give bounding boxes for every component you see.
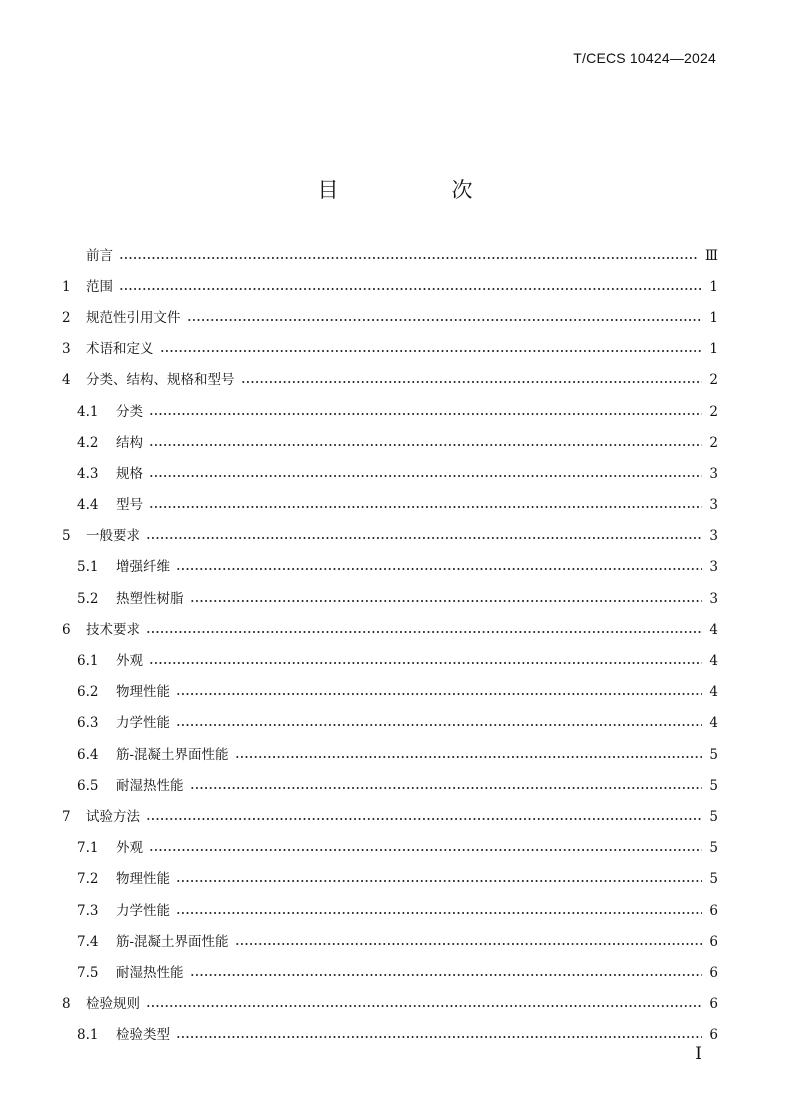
dot-leader <box>149 475 702 477</box>
toc-entry-page: 1 <box>709 278 718 295</box>
toc-entry-label: 前言 <box>86 247 113 264</box>
dot-leader <box>190 974 703 976</box>
toc-entry-number: 6.5 <box>77 777 99 794</box>
toc-entry-label: 结构 <box>116 434 143 451</box>
toc-entry-label: 型号 <box>116 497 143 514</box>
toc-entry-label: 试验方法 <box>86 808 140 825</box>
toc-entry-number: 5.1 <box>77 559 99 576</box>
dot-leader <box>235 756 702 758</box>
dot-leader <box>146 818 702 820</box>
toc-entry[interactable] <box>62 770 718 801</box>
toc-entry-page: 5 <box>709 840 718 857</box>
toc-entry-label: 力学性能 <box>116 902 170 919</box>
dot-leader <box>176 693 702 695</box>
toc-entry[interactable] <box>62 521 718 552</box>
toc-entry-label: 分类、结构、规格和型号 <box>86 372 235 389</box>
toc-entry-number: 6.2 <box>77 684 99 701</box>
dot-leader <box>235 943 702 945</box>
toc-entry[interactable] <box>62 645 718 676</box>
toc-entry[interactable] <box>62 864 718 895</box>
toc-entry-number: 4.3 <box>77 465 99 482</box>
toc-entry[interactable] <box>62 708 718 739</box>
toc-entry-number: 5.2 <box>77 590 99 607</box>
toc-entry-page: 6 <box>709 996 718 1013</box>
dot-leader <box>176 724 702 726</box>
toc-entry-number: 2 <box>62 309 71 326</box>
toc-entry-label: 筋-混凝土界面性能 <box>116 933 229 950</box>
toc-entry-label: 热塑性树脂 <box>116 590 184 607</box>
toc-entry[interactable] <box>62 334 718 365</box>
toc-entry-page: 6 <box>709 964 718 981</box>
toc-entry-number: 1 <box>62 278 71 295</box>
toc-entry-page: 6 <box>709 902 718 919</box>
toc-entry-number: 4.1 <box>77 403 99 420</box>
toc-entry-label: 外观 <box>116 840 143 857</box>
toc-entry-number: 7.1 <box>77 840 99 857</box>
toc-entry[interactable] <box>62 614 718 645</box>
toc-entry-page: 6 <box>709 933 718 950</box>
toc-entry-number: 5 <box>62 528 71 545</box>
toc-entry[interactable] <box>62 1020 718 1051</box>
toc-entry[interactable] <box>62 552 718 583</box>
toc-entry-page: 5 <box>709 808 718 825</box>
toc-entry-page: 4 <box>709 621 718 638</box>
toc-entry-page: 5 <box>709 746 718 763</box>
dot-leader <box>119 257 699 259</box>
dot-leader <box>149 662 702 664</box>
toc-entry-label: 外观 <box>116 653 143 670</box>
toc-entry-page: 1 <box>709 341 718 358</box>
dot-leader <box>160 350 703 352</box>
table-of-contents <box>62 240 718 1051</box>
toc-entry-number: 6 <box>62 621 71 638</box>
toc-entry-number: 7.3 <box>77 902 99 919</box>
toc-entry-label: 一般要求 <box>86 528 140 545</box>
toc-entry-label: 耐湿热性能 <box>116 777 184 794</box>
toc-entry[interactable] <box>62 583 718 614</box>
standard-code: T/CECS 10424—2024 <box>573 50 716 66</box>
dot-leader <box>149 413 702 415</box>
dot-leader <box>146 631 702 633</box>
toc-entry[interactable] <box>62 240 718 271</box>
toc-entry-label: 技术要求 <box>86 621 140 638</box>
toc-entry-page: 1 <box>709 309 718 326</box>
dot-leader <box>187 319 703 321</box>
toc-entry-page: 3 <box>709 465 718 482</box>
toc-entry-label: 分类 <box>116 403 143 420</box>
toc-entry-label: 检验规则 <box>86 996 140 1013</box>
toc-entry-label: 力学性能 <box>116 715 170 732</box>
dot-leader <box>146 1005 702 1007</box>
dot-leader <box>176 912 702 914</box>
dot-leader <box>176 880 702 882</box>
toc-entry[interactable] <box>62 271 718 302</box>
toc-entry[interactable] <box>62 926 718 957</box>
dot-leader <box>146 537 702 539</box>
toc-entry-number: 7.2 <box>77 871 99 888</box>
toc-entry-number: 6.4 <box>77 746 99 763</box>
toc-entry[interactable] <box>62 302 718 333</box>
dot-leader <box>241 381 703 383</box>
toc-entry[interactable] <box>62 833 718 864</box>
toc-entry-page: 2 <box>709 403 718 420</box>
toc-entry-page: 2 <box>709 372 718 389</box>
toc-entry[interactable] <box>62 957 718 988</box>
dot-leader <box>149 849 702 851</box>
toc-entry-label: 筋-混凝土界面性能 <box>116 746 229 763</box>
toc-entry-number: 4.4 <box>77 497 99 514</box>
toc-entry-page: 4 <box>709 715 718 732</box>
toc-entry-label: 检验类型 <box>116 1027 170 1044</box>
page-number: I <box>695 1044 702 1064</box>
toc-entry-label: 范围 <box>86 278 113 295</box>
toc-entry-number: 6.3 <box>77 715 99 732</box>
toc-entry[interactable] <box>62 490 718 521</box>
toc-entry-label: 术语和定义 <box>86 341 154 358</box>
toc-entry-page: 6 <box>709 1027 718 1044</box>
toc-entry-number: 3 <box>62 341 71 358</box>
toc-entry[interactable] <box>62 427 718 458</box>
dot-leader <box>149 444 702 446</box>
toc-entry-page: 3 <box>709 497 718 514</box>
dot-leader <box>149 506 702 508</box>
toc-entry-number: 4 <box>62 372 71 389</box>
toc-entry-number: 7 <box>62 808 71 825</box>
toc-entry-page: Ⅲ <box>704 247 718 264</box>
toc-entry-label: 规范性引用文件 <box>86 309 181 326</box>
toc-entry-number: 7.5 <box>77 964 99 981</box>
toc-entry-page: 3 <box>709 559 718 576</box>
toc-entry-number: 7.4 <box>77 933 99 950</box>
toc-entry-label: 耐湿热性能 <box>116 964 184 981</box>
toc-entry[interactable] <box>62 801 718 832</box>
toc-entry-page: 4 <box>709 653 718 670</box>
page-title: 目 次 <box>317 178 519 202</box>
toc-entry[interactable] <box>62 677 718 708</box>
toc-entry-number: 8 <box>62 996 71 1013</box>
dot-leader <box>176 568 702 570</box>
toc-entry-page: 4 <box>709 684 718 701</box>
toc-entry[interactable] <box>62 365 718 396</box>
toc-entry-label: 物理性能 <box>116 871 170 888</box>
toc-entry[interactable] <box>62 739 718 770</box>
toc-entry-page: 3 <box>709 590 718 607</box>
toc-entry-number: 6.1 <box>77 653 99 670</box>
toc-entry-page: 3 <box>709 528 718 545</box>
toc-entry-label: 物理性能 <box>116 684 170 701</box>
toc-entry-page: 5 <box>709 871 718 888</box>
toc-entry[interactable] <box>62 458 718 489</box>
toc-entry-page: 2 <box>709 434 718 451</box>
toc-entry-label: 规格 <box>116 465 143 482</box>
toc-entry-number: 4.2 <box>77 434 99 451</box>
dot-leader <box>119 288 702 290</box>
toc-entry[interactable] <box>62 895 718 926</box>
dot-leader <box>190 600 703 602</box>
dot-leader <box>176 1036 702 1038</box>
dot-leader <box>190 787 703 789</box>
toc-entry-page: 5 <box>709 777 718 794</box>
toc-entry-label: 增强纤维 <box>116 559 170 576</box>
toc-entry-number: 8.1 <box>77 1027 99 1044</box>
toc-entry[interactable] <box>62 989 718 1020</box>
toc-entry[interactable] <box>62 396 718 427</box>
